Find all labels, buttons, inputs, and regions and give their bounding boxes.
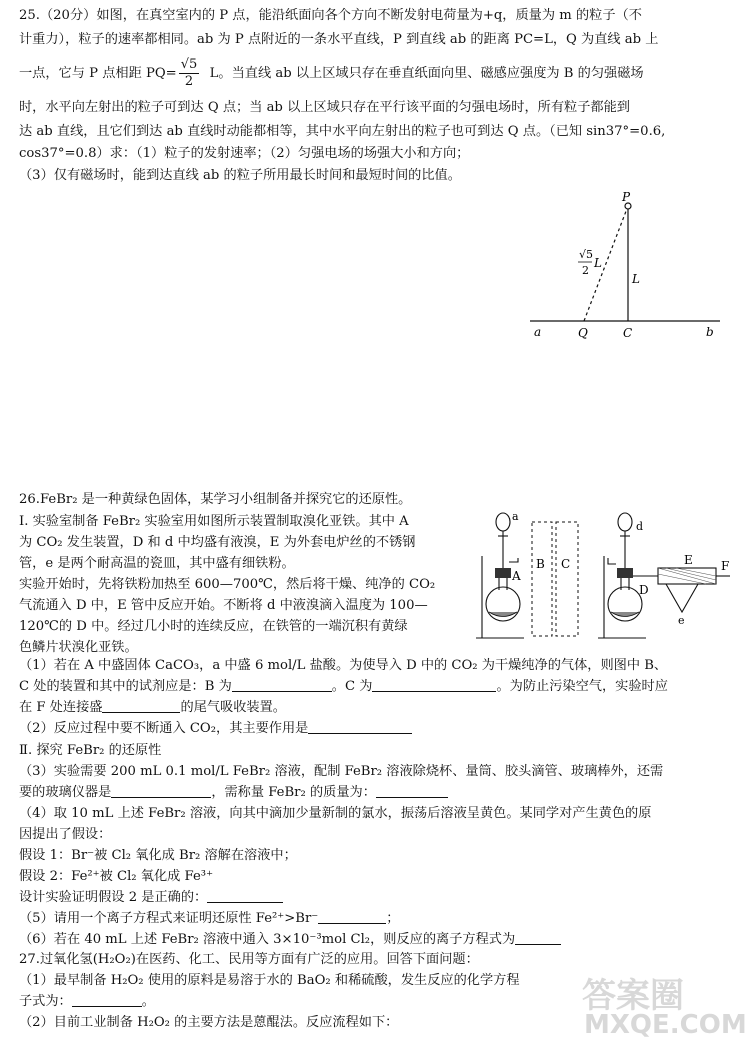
q26-line-5: 实验开始时，先将铁粉加热至 600—700℃，然后将干燥、纯净的 CO₂ — [19, 577, 436, 592]
dashed-box-c — [556, 522, 578, 636]
q27-line-2: （1）最早制备 H₂O₂ 使用的原料是易溶于水的 BaO₂ 和稀硫酸，发生反应的化学方程 — [19, 973, 520, 988]
q26-line-13: Ⅱ. 探究 FeBr₂ 的还原性 — [19, 743, 162, 758]
q26-line-9: （1）若在 A 中盛固体 CaCO₃，a 中盛 6 mol/L 盐酸。为使导入 D 中的 CO₂ 为干燥纯净的气体，则图中 B、 — [19, 658, 668, 673]
answer-blank-absorbent[interactable] — [102, 698, 180, 713]
q26-line-15b: ，需称量 FeBr₂ 的质量为： — [211, 785, 376, 800]
q26-line-2: I. 实验室制备 FeBr₂ 实验室用如图所示装置制取溴化亚铁。其中 A — [19, 514, 409, 529]
q25-line-4: 时，水平向左射出的粒子可到达 Q 点；当 ab 以上区域只存在平行该平面的匀强电场时，所有粒子都能到 — [19, 100, 630, 115]
q25-line-6: cos37°=0.8）求：（1）粒子的发射速率；（2）匀强电场的场强大小和方向； — [19, 146, 470, 161]
q25-line-1: 25.（20分）如图，在真空室内的 P 点，能沿纸面向各个方向不断发射电荷量为+q，质量为 m 的粒子（不 — [19, 8, 642, 23]
answer-blank-c[interactable] — [372, 677, 496, 692]
answer-blank-q27-1[interactable] — [72, 992, 142, 1007]
q26-line-11a: 在 F 处连接盛 — [19, 700, 103, 715]
q26-line-22 — [19, 930, 561, 950]
pq-fraction — [179, 57, 200, 90]
q26-line-18: 假设 1：Br⁻被 Cl₂ 氧化成 Br₂ 溶解在溶液中； — [19, 848, 297, 863]
label-a-funnel: a — [512, 510, 519, 523]
q26-line-7: 120℃的 D 中。经过几小时的连续反应，在铁管的一端沉积有黄绿 — [19, 619, 408, 634]
q26-line-12 — [19, 719, 412, 739]
q26-line-21b: ； — [386, 911, 400, 926]
label-e-dish: e — [678, 614, 685, 627]
q27-line-3b: 。 — [141, 994, 155, 1009]
q26-line-6: 气流通入 D 中，E 管中反应开始。不断将 d 中液溴滴入温度为 100— — [19, 598, 428, 613]
q26-line-17: 因提出了假设： — [19, 827, 112, 842]
label-frac-l: L — [594, 256, 602, 270]
label-frac-num: √5 — [579, 248, 594, 261]
q26-line-10 — [19, 677, 668, 697]
q26-line-11b: 的尾气吸收装置。 — [180, 700, 286, 715]
label-c: C — [623, 326, 633, 340]
label-c-box: C — [561, 557, 571, 571]
answer-blank-co2-role[interactable] — [308, 719, 412, 734]
tube-e-furnace — [658, 568, 730, 612]
pq-geometry-figure — [520, 190, 730, 350]
label-e-tube: E — [684, 553, 693, 567]
q26-line-21a: （5）请用一个离子方程式来证明还原性 Fe²⁺>Br⁻ — [19, 911, 319, 926]
q25-line-3b: L。当直线 ab 以上区域只存在垂直纸面向里、磁感应强度为 B 的匀强磁场 — [209, 66, 644, 81]
label-b-box: B — [536, 557, 545, 571]
q25-line-7: （3）仅有磁场时，能到达直线 ab 的粒子所用最长时间和最短时间的比值。 — [19, 168, 461, 183]
label-a-apparatus: A — [512, 569, 521, 583]
q25-line-2: 计重力），粒子的速率都相同。ab 为 P 点附近的一条水平直线，P 到直线 ab 的距离 PC=L，Q 为直线 ab 上 — [19, 32, 659, 47]
q27-line-4: （2）目前工业制备 H₂O₂ 的主要方法是蒽醌法。反应流程如下： — [19, 1015, 399, 1030]
label-q: Q — [578, 326, 588, 340]
answer-blank-ionic-eq-2[interactable] — [515, 930, 561, 945]
q26-line-14: （3）实验需要 200 mL 0.1 mol/L FeBr₂ 溶液，配制 FeBr₂ 溶液除烧杯、量筒、胶头滴管、玻璃棒外，还需 — [19, 764, 664, 779]
q26-line-3: 为 CO₂ 发生装置，D 和 d 中均盛有液溴，E 为外套电炉丝的不锈钢 — [19, 535, 416, 550]
q25-line-5: 达 ab 直线，且它们到达 ab 直线时动能都相等，其中水平向左射出的粒子也可到达 Q 点。（已知 sin37°=0.6, — [19, 124, 666, 139]
q26-line-10c: 。为防止污染空气，实验时应 — [496, 679, 668, 694]
pq-fraction-num: √5 — [180, 57, 198, 72]
label-a: a — [534, 325, 542, 339]
q27-line-1: 27.过氧化氢(H₂O₂)在医药、化工、民用等方面有广泛的应用。回答下面问题： — [19, 952, 479, 967]
apparatus-d-flask — [598, 513, 658, 638]
answer-blank-b[interactable] — [232, 677, 332, 692]
q26-line-19: 假设 2：Fe²⁺被 Cl₂ 氧化成 Fe³⁺ — [19, 869, 214, 884]
pq-fraction-den: 2 — [184, 74, 194, 89]
q26-line-11 — [19, 698, 286, 718]
dashed-box-b — [532, 522, 552, 636]
q25-line-3a: 一点，它与 P 点相距 PQ= — [19, 66, 177, 81]
label-l: L — [632, 272, 640, 286]
q26-line-20a: 设计实验证明假设 2 是正确的： — [19, 890, 208, 905]
answer-blank-hypothesis2[interactable] — [207, 888, 283, 903]
q26-line-4: 管，e 是两个耐高温的瓷皿，其中盛有细铁粉。 — [19, 556, 295, 571]
q26-line-15a: 要的玻璃仪器是 — [19, 785, 112, 800]
q26-line-15 — [19, 783, 448, 803]
q26-line-20 — [19, 888, 283, 908]
label-frac-den: 2 — [582, 264, 589, 277]
q26-line-1: 26.FeBr₂ 是一种黄绿色固体，某学习小组制备并探究它的还原性。 — [19, 492, 412, 507]
answer-blank-glassware[interactable] — [111, 783, 211, 798]
apparatus-figure — [476, 508, 738, 658]
segment-pq — [584, 206, 628, 321]
q26-line-21 — [19, 909, 399, 929]
answer-blank-ionic-eq-1[interactable] — [318, 909, 386, 924]
watermark-site: MXQE.COM — [584, 1010, 747, 1040]
label-p: P — [622, 190, 631, 204]
label-b: b — [706, 325, 714, 339]
label-d-apparatus: D — [639, 583, 649, 597]
q26-line-10a: C 处的装置和其中的试剂应是：B 为 — [19, 679, 232, 694]
answer-blank-mass[interactable] — [376, 783, 448, 798]
q26-line-22a: （6）若在 40 mL 上述 FeBr₂ 溶液中通入 3×10⁻³mol Cl₂，则反应的离子方程式为 — [19, 932, 516, 947]
label-d-funnel: d — [636, 520, 644, 533]
q26-line-10b: 。C 为 — [331, 679, 373, 694]
q25-line-3 — [19, 54, 644, 94]
q27-line-3a: 子式为： — [19, 994, 72, 1009]
label-f-outlet: F — [721, 559, 730, 573]
q26-line-12a: （2）反应过程中要不断通入 CO₂，其主要作用是 — [19, 721, 309, 736]
q26-line-16: （4）取 10 mL 上述 FeBr₂ 溶液，向其中滴加少量新制的氯水，振荡后溶液呈黄色。某同学对产生黄色的原 — [19, 806, 652, 821]
q27-line-3 — [19, 992, 155, 1012]
watermark-logo: 答案圈 — [582, 976, 684, 1016]
q26-line-8: 色鳞片状溴化亚铁。 — [19, 640, 138, 655]
